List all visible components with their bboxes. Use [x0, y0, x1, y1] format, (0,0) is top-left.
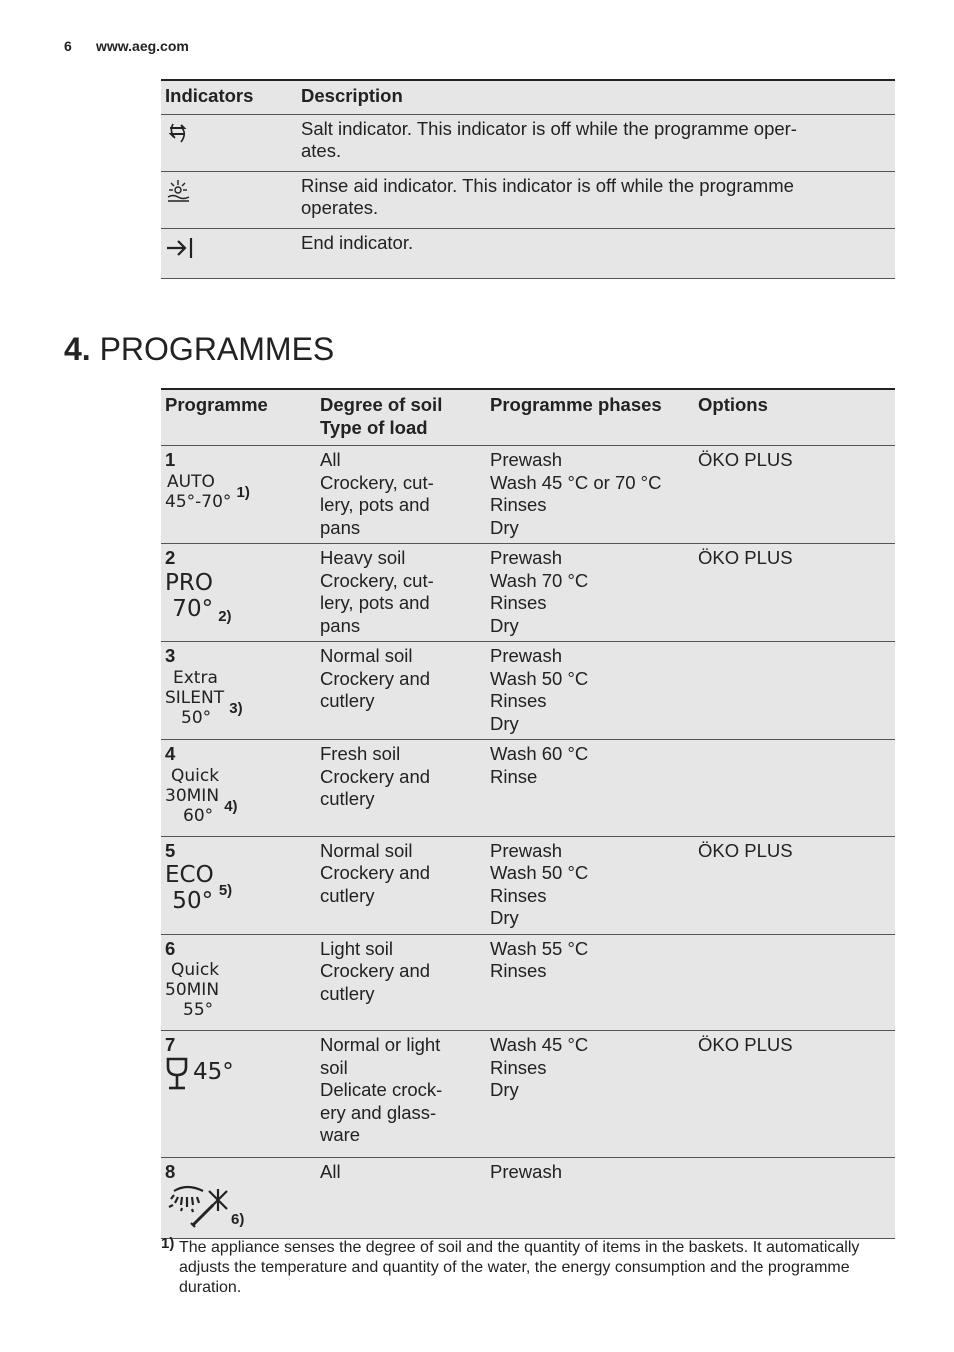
options-column-header: Options — [698, 394, 768, 415]
footnote-ref: 5) — [218, 882, 233, 899]
indicators-column-header: Indicators — [165, 85, 254, 106]
footnote-ref: 1) — [236, 483, 250, 501]
salt-indicator-icon — [165, 120, 191, 146]
table-row — [161, 836, 895, 934]
symbol-text: 30MIN — [165, 785, 220, 806]
programme-cell — [161, 1031, 316, 1158]
symbol-text: SILENT — [165, 687, 225, 708]
footnote-ref: 2) — [218, 607, 232, 625]
website-url: www.aeg.com — [96, 38, 189, 54]
spray-icon — [165, 1183, 229, 1229]
programme-cell — [161, 740, 316, 837]
symbol-text: Extra — [173, 667, 218, 688]
footnote-ref: 3) — [229, 699, 243, 717]
section-number: 4. — [64, 331, 91, 367]
footnote — [161, 1234, 881, 1298]
phases-cell: Wash 55 °C Rinses — [490, 937, 589, 981]
programme-cell — [161, 836, 316, 934]
programmes-table — [161, 388, 895, 1239]
footnote-ref: 4) — [224, 797, 238, 815]
programme-number: 3 — [165, 645, 176, 666]
programme-cell — [161, 642, 316, 740]
symbol-text: 45°-70° — [165, 491, 232, 512]
end-indicator-icon — [165, 235, 197, 261]
table-row — [161, 544, 895, 642]
footnote-ref: 6) — [231, 1211, 245, 1228]
symbol-text: 50MIN — [165, 980, 220, 1000]
options-cell — [694, 934, 895, 1031]
phases-cell: Wash 45 °C Rinses Dry — [490, 1034, 589, 1100]
description-cell: End indicator. — [301, 231, 414, 253]
extra-silent-programme-symbol — [165, 668, 224, 728]
programme-cell — [161, 934, 316, 1031]
symbol-text: 45° — [193, 1058, 234, 1085]
table-row — [161, 740, 895, 837]
soil-cell: Heavy soil Crockery, cut- lery, pots and pans — [320, 547, 434, 636]
description-column-header: Description — [301, 85, 403, 106]
quick-50min-programme-symbol — [165, 960, 219, 1020]
section-title: PROGRAMMES — [99, 331, 335, 367]
pro-programme-symbol — [165, 570, 213, 622]
footnote-text: The appliance senses the degree of soil and the quantity of items in the baskets. It automatically adjusts the temperature and quantity of the water, the energy consumption and the programme duration. — [179, 1239, 860, 1296]
symbol-text: 50° — [181, 707, 212, 728]
symbol-text: 60° — [183, 805, 214, 826]
rinse-aid-indicator-icon — [165, 177, 193, 205]
soil-column-header: Degree of soil Type of load — [320, 394, 443, 438]
indicator-cell — [161, 171, 297, 228]
soil-cell: Normal soil Crockery and cutlery — [320, 839, 431, 906]
glass-programme-symbol — [165, 1057, 234, 1091]
symbol-text: 70° — [165, 595, 214, 622]
programme-number: 2 — [165, 547, 176, 568]
table-row — [161, 114, 895, 171]
soil-cell: Fresh soil Crockery and cutlery — [320, 743, 431, 809]
options-cell: ÖKO PLUS — [698, 839, 793, 861]
description-cell: Rinse aid indicator. This indicator is off while the programme operates. — [301, 174, 794, 218]
phases-cell: Wash 60 °C Rinse — [490, 743, 589, 787]
table-row — [161, 228, 895, 279]
phases-cell: Prewash — [490, 1160, 562, 1182]
section-heading — [64, 330, 334, 368]
auto-programme-symbol — [165, 472, 231, 512]
programme-cell — [161, 544, 316, 642]
quick-30min-programme-symbol — [165, 766, 219, 826]
soil-cell: All Crockery, cut- lery, pots and pans — [320, 449, 434, 538]
page-header — [64, 38, 189, 54]
phases-cell: Prewash Wash 70 °C Rinses Dry — [490, 547, 589, 636]
table-row — [161, 171, 895, 228]
symbol-text: Quick — [171, 960, 220, 980]
programme-number: 1 — [165, 449, 176, 470]
soil-cell: Normal or light soil Delicate crock- ery and glass- ware — [320, 1034, 443, 1145]
wine-glass-icon — [165, 1057, 189, 1091]
programme-number: 5 — [165, 839, 176, 861]
programme-number: 6 — [165, 937, 176, 959]
indicators-header-row — [161, 80, 895, 114]
options-cell — [694, 642, 895, 740]
indicator-cell — [161, 114, 297, 171]
eco-programme-symbol — [165, 862, 214, 914]
programme-cell — [161, 446, 316, 544]
phases-cell: Prewash Wash 45 °C or 70 °C Rinses Dry — [490, 449, 662, 538]
footnote-mark: 1) — [161, 1235, 175, 1252]
soil-cell: Normal soil Crockery and cutlery — [320, 645, 431, 711]
phases-cell: Prewash Wash 50 °C Rinses Dry — [490, 645, 589, 734]
symbol-text: Quick — [171, 765, 220, 786]
options-cell: ÖKO PLUS — [698, 449, 793, 470]
programmes-header-row — [161, 389, 895, 446]
soil-cell: Light soil Crockery and cutlery — [320, 937, 431, 1004]
page-number: 6 — [64, 38, 72, 54]
indicator-cell — [161, 228, 297, 279]
prewash-programme-symbol — [165, 1183, 244, 1232]
table-row — [161, 1157, 895, 1238]
soil-cell: All — [320, 1160, 341, 1182]
options-cell — [694, 740, 895, 837]
options-cell — [694, 1157, 895, 1238]
table-row — [161, 934, 895, 1031]
symbol-text: AUTO — [167, 471, 215, 492]
phases-column-header: Programme phases — [490, 394, 662, 415]
table-row — [161, 642, 895, 740]
programme-number: 4 — [165, 743, 176, 764]
symbol-text: PRO — [165, 569, 213, 596]
symbol-text: 50° — [165, 888, 214, 914]
table-row — [161, 446, 895, 544]
description-cell: Salt indicator. This indicator is off while the programme oper- ates. — [301, 117, 797, 161]
symbol-text: ECO — [165, 862, 214, 888]
programme-column-header: Programme — [165, 394, 268, 415]
programme-number: 8 — [165, 1160, 176, 1182]
indicators-table — [161, 79, 895, 279]
options-cell: ÖKO PLUS — [698, 547, 793, 568]
table-row — [161, 1031, 895, 1158]
programme-cell — [161, 1157, 316, 1238]
phases-cell: Prewash Wash 50 °C Rinses Dry — [490, 839, 589, 928]
programme-number: 7 — [165, 1034, 176, 1055]
options-cell: ÖKO PLUS — [698, 1034, 793, 1055]
symbol-text: 55° — [183, 1000, 214, 1020]
